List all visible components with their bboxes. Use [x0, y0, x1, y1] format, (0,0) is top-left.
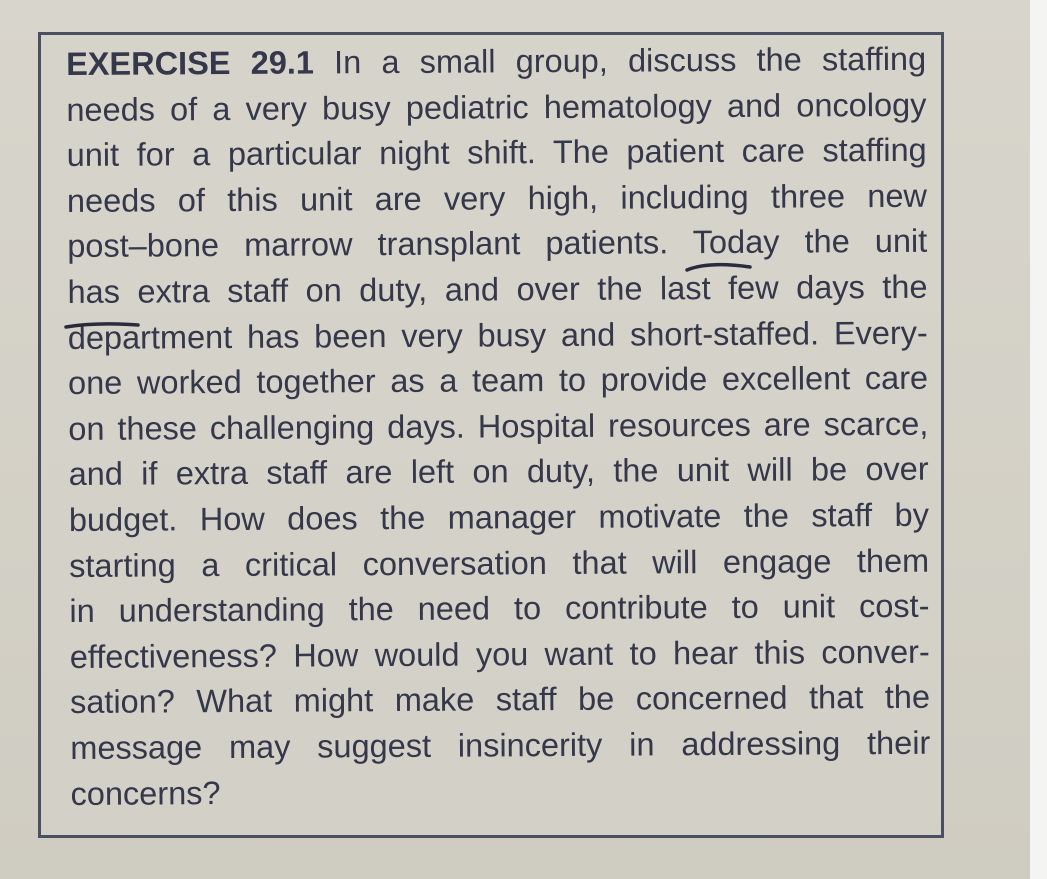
exercise-line-7: department has been very busy and short-staffed. Every-	[67, 314, 928, 356]
page-edge	[1030, 0, 1047, 879]
exercise-line-9: on these challenging days. Hospital resources are scarce,	[68, 405, 929, 447]
exercise-label: EXERCISE 29.1	[66, 44, 315, 82]
exercise-line-6: has extra staff on duty, and over the last few days the	[67, 268, 928, 310]
exercise-line-11: budget. How does the manager motivate the staff by	[68, 496, 930, 538]
exercise-line-1	[66, 37, 926, 88]
exercise-paragraph	[66, 37, 931, 817]
exercise-line-12: starting a critical conversation that will engage them	[69, 542, 930, 584]
exercise-line-10: and if extra staff are left on duty, the unit will be over	[68, 451, 929, 493]
exercise-line-4: needs of this unit are very high, including three new	[66, 177, 928, 219]
exercise-line-17: concerns?	[70, 774, 221, 812]
exercise-line-8: one worked together as a team to provide excellent care	[67, 359, 929, 402]
exercise-line-5: post–bone marrow transplant patients. Today the unit	[67, 223, 928, 265]
exercise-line-13: in understanding the need to contribute to unit cost-	[69, 587, 930, 630]
exercise-line-16: message may suggest insincerity in addressing their	[70, 724, 931, 766]
exercise-line-14: effectiveness? How would you want to hear this conver-	[69, 633, 930, 675]
exercise-line-15: sation? What might make staff be concerned that the	[69, 679, 931, 721]
exercise-line-3: unit for a particular night shift. The patient care staffing	[66, 131, 927, 174]
exercise-line-1-text: In a small group, discuss the staffing	[313, 40, 927, 81]
exercise-line-2: needs of a very busy pediatric hematology and oncology	[66, 86, 927, 128]
